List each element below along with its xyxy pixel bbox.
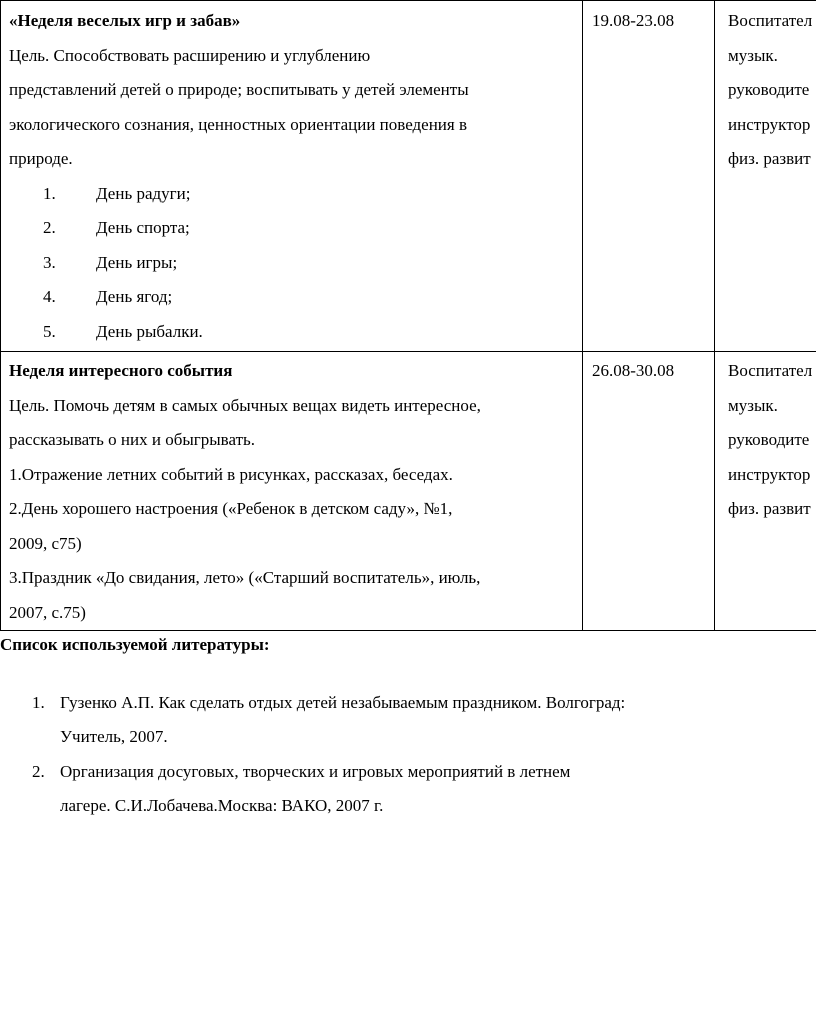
table-row	[0, 351, 816, 631]
goal-line: экологического сознания, ценностных ориентации поведения в	[9, 114, 468, 134]
list-item-text: День рыбалки.	[96, 321, 203, 341]
event-cell	[0, 351, 583, 630]
list-item-number: 3.	[43, 252, 56, 272]
responsible-line: инструктор	[728, 114, 811, 134]
goal-line: представлений детей о природе; воспитывать у детей элементы	[9, 80, 469, 99]
list-item-text: День радуги;	[96, 183, 191, 203]
list-item	[9, 211, 582, 246]
list-item-number: 4.	[43, 287, 56, 306]
goal-line: природе.	[9, 149, 73, 168]
list-item-number: 1.	[32, 693, 45, 712]
responsible-line: физ. развит	[728, 149, 811, 168]
list-item	[9, 246, 582, 281]
literature-title: Список используемой литературы:	[0, 635, 270, 654]
event-title: «Неделя веселых игр и забав»	[9, 11, 241, 30]
table-row	[0, 0, 816, 352]
responsible-line: руководите	[728, 430, 810, 449]
event-cell	[0, 1, 583, 351]
list-item-number: 5.	[43, 321, 56, 341]
goal-line: Цель. Способствовать расширению и углублению	[9, 45, 371, 65]
responsible-cell	[715, 351, 816, 630]
responsible-cell	[715, 1, 816, 351]
list-item	[0, 686, 816, 754]
responsible-line: инструктор	[728, 464, 811, 484]
list-item	[0, 755, 816, 823]
responsible-line: физ. развит	[728, 499, 811, 518]
list-item-text: День ягод;	[96, 287, 173, 306]
list-item-text: лагере. С.И.Лобачева.Москва: ВАКО, 2007 г.	[60, 796, 384, 815]
dates-cell	[583, 1, 715, 351]
responsible-line: музык.	[728, 395, 778, 415]
goal-line: 1.Отражение летних событий в рисунках, рассказах, беседах.	[9, 464, 453, 484]
list-item-number: 1.	[43, 183, 56, 203]
list-item-number: 2.	[32, 762, 45, 781]
list-item-text: День спорта;	[96, 218, 190, 237]
goal-line: 3.Праздник «До свидания, лето» («Старший воспитатель», июль,	[9, 568, 481, 587]
goal-line: 2.День хорошего настроения («Ребенок в детском саду», №1,	[9, 499, 453, 518]
event-title: Неделя интересного события	[9, 361, 233, 380]
goal-line: Цель. Помочь детям в самых обычных вещах видеть интересное,	[9, 395, 481, 415]
responsible-line: руководите	[728, 80, 810, 99]
dates-cell	[583, 351, 715, 630]
event-dates: 26.08-30.08	[592, 361, 675, 380]
list-item-text: Гузенко А.П. Как сделать отдых детей незабываемым праздником. Волгоград:	[60, 693, 626, 712]
responsible-line: музык.	[728, 45, 778, 65]
literature-list	[0, 686, 816, 824]
goal-line: рассказывать о них и обыгрывать.	[9, 430, 256, 449]
event-dates: 19.08-23.08	[592, 11, 675, 30]
list-item	[9, 280, 582, 315]
list-item	[9, 315, 582, 350]
responsible-line: Воспитател	[728, 11, 813, 30]
list-item-text: Организация досуговых, творческих и игровых мероприятий в летнем	[60, 762, 571, 781]
responsible-line: Воспитател	[728, 361, 813, 380]
list-item	[9, 177, 582, 212]
list-item-text: День игры;	[96, 252, 178, 272]
list-item-number: 2.	[43, 218, 56, 237]
goal-line: 2009, с75)	[9, 533, 82, 553]
list-item-text: Учитель, 2007.	[60, 727, 168, 746]
goal-line: 2007, с.75)	[9, 602, 86, 622]
